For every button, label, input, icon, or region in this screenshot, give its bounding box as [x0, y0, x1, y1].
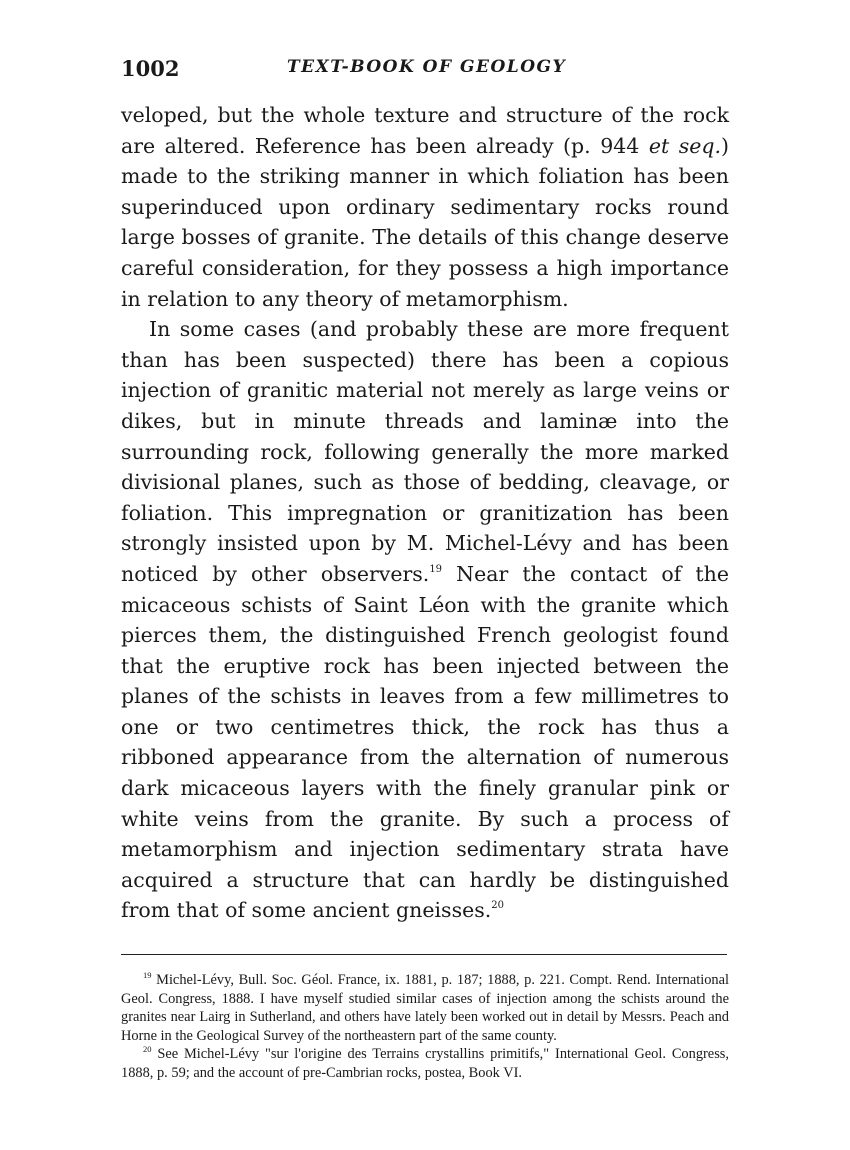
footnote-19-text: Michel-Lévy, Bull. Soc. Géol. France, ix. 1881, p. 187; 1888, p. 221. Compt. Rend. International Geol. Congress, 1888. I have myself studied similar cases of injection among the schists around the granites near Lairg in Sutherland, and others have lately been worked out in detail by Messrs. Peach and Horne in the Geological Survey of the northeastern part of the same county.: [121, 972, 729, 1044]
footnote-ref-20[interactable]: 20: [491, 900, 505, 912]
latin-abbreviation: et seq.: [648, 133, 721, 158]
running-head: [121, 56, 729, 96]
paragraph-1: [121, 100, 729, 314]
paragraph-2-text-end: Near the contact of the micaceous schists of Saint Léon with the granite which pierces them, the distinguished French geologist found that the eruptive rock has been injected between the planes of the schists in leaves from a few millimetres to one or two centimetres thick, the rock has thus a ribboned appearance from the alternation of numerous dark micaceous layers with the finely granular pink or white veins from the granite. By such a process of metamorphism and injection sedimentary strata have acquired a structure that can hardly be distinguished from that of some ancient gneisses.: [121, 561, 729, 923]
footnote-marker-19: 19: [143, 970, 152, 981]
paragraph-1-text-start: veloped, but the whole texture and structure of the rock are altered. Reference has been already (p. 944: [121, 103, 729, 158]
paragraph-2-text-start: In some cases (and probably these are more frequent than has been suspected) there has been a copious injection of granitic material not merely as large veins or dikes, but in minute threads and laminæ into the surrounding rock, following generally the more marked divisional planes, such as those of bedding, cleavage, or foliation. This impregnation or granitization has been strongly insisted upon by M. Michel-Lévy and has been noticed by other observers.: [121, 317, 729, 586]
page-number: 1002: [121, 56, 180, 81]
footnote-20-text: See Michel-Lévy "sur l'origine des Terrains crystallins primitifs," International Geol. Congress, 1888, p. 59; and the account of pre-Cambrian rocks, postea, Book VI.: [121, 1046, 729, 1081]
footnote-divider: [121, 954, 727, 955]
footnote-19: [121, 971, 729, 1045]
paragraph-1-text-end: ) made to the striking manner in which foliation has been superinduced upon ordinary sedimentary rocks round large bosses of granite. The details of this change deserve careful consideration, for they possess a high importance in relation to any theory of metamorphism.: [121, 133, 729, 311]
footnote-20: [121, 1045, 729, 1082]
paragraph-2: [121, 314, 729, 926]
footnote-marker-20: 20: [143, 1044, 152, 1055]
book-page: [121, 56, 729, 1083]
running-title: TEXT-BOOK OF GEOLOGY: [287, 57, 567, 77]
footnote-ref-19[interactable]: 19: [429, 563, 443, 575]
footnotes: [121, 971, 729, 1083]
body-text: [121, 100, 729, 926]
